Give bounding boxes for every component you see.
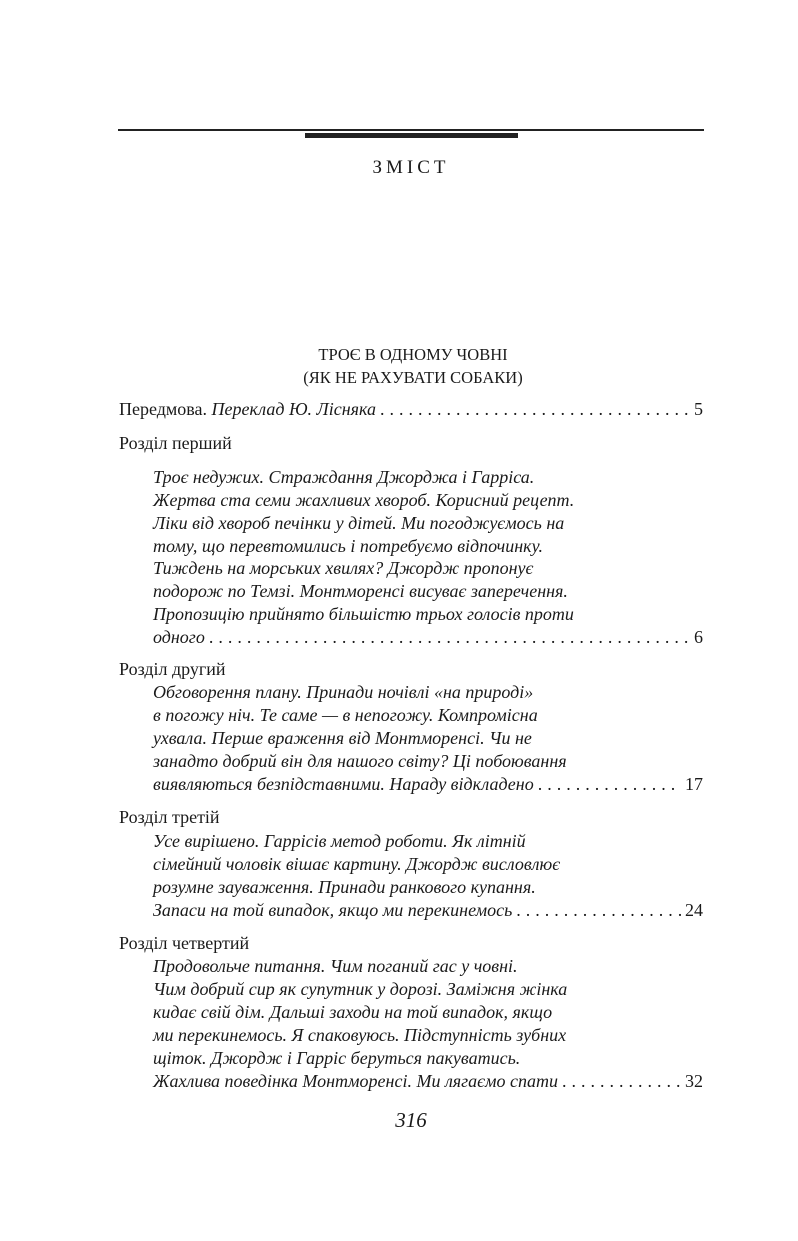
chapter-summary-line (153, 512, 703, 535)
summary-text: Продовольче питання. Чим поганий гас у човні. (153, 956, 518, 976)
chapter-heading[interactable] (119, 806, 703, 829)
header-rule (118, 129, 704, 131)
chapter-summary-line (153, 704, 703, 727)
dot-leader (209, 626, 690, 649)
chapter-summary-line (153, 1001, 703, 1024)
summary-text: Запаси на той випадок, якщо ми перекинемось (153, 900, 513, 920)
chapter-summary-line (153, 876, 703, 899)
chapter-heading[interactable] (119, 932, 703, 955)
summary-text: Тиждень на морських хвилях? Джордж пропонує (153, 558, 534, 578)
preface-label: Передмова. (119, 399, 208, 419)
summary-text: Обговорення плану. Принади ночівлі «на природі» (153, 682, 534, 702)
summary-text: подорож по Темзі. Монтморенсі висуває заперечення. (153, 581, 568, 601)
summary-text: виявляються безпідставними. Нараду відкладено (153, 774, 534, 794)
summary-text: одного (153, 627, 205, 647)
dot-leader (516, 899, 681, 922)
toc-entry-preface[interactable] (119, 398, 703, 421)
book-subtitle-line: (ЯК НЕ РАХУВАТИ СОБАКИ) (303, 368, 523, 387)
chapter-heading-text: Розділ четвертий (119, 933, 250, 953)
page-ref[interactable]: 32 (685, 1071, 703, 1091)
summary-text: в погожу ніч. Те саме — в непогожу. Компромісна (153, 705, 538, 725)
chapter-summary-line (153, 978, 703, 1001)
summary-text: ми перекинемось. Я спаковуюсь. Підступність зубних (153, 1025, 567, 1045)
page-number: 316 (395, 1108, 427, 1132)
chapter-summary-line (153, 853, 703, 876)
chapter-summary-line (153, 535, 703, 558)
book-title (0, 343, 798, 389)
chapter-summary-line (153, 681, 703, 704)
dot-leader (380, 398, 690, 421)
chapter-summary-line (153, 899, 703, 922)
summary-text: Жертва ста семи жахливих хвороб. Корисний рецепт. (153, 490, 575, 510)
chapter-heading-text: Розділ третій (119, 807, 220, 827)
summary-text: Пропозицію прийнято більшістю трьох голосів проти (153, 604, 574, 624)
page-ref[interactable]: 17 (685, 774, 703, 794)
summary-text: розумне зауваження. Принади ранкового купання. (153, 877, 536, 897)
summary-text: Троє недужих. Страждання Джорджа і Гарріса. (153, 467, 535, 487)
chapter-summary-line (153, 557, 703, 580)
page-ref: 5 (694, 399, 703, 419)
chapter-summary-line (153, 727, 703, 750)
chapter-summary-line (153, 1070, 703, 1093)
summary-text: щіток. Джордж і Гарріс беруться пакуватись. (153, 1048, 521, 1068)
chapter-heading[interactable] (119, 658, 703, 681)
summary-text: сімейний чоловік вішає картину. Джордж висловлює (153, 854, 561, 874)
chapter-summary-line (153, 466, 703, 489)
dot-leader (538, 773, 681, 796)
dot-leader (562, 1070, 681, 1093)
chapter-summary-line (153, 1024, 703, 1047)
chapter-summary-line (153, 580, 703, 603)
toc-title: ЗМІСТ (372, 157, 450, 178)
summary-text: занадто добрий він для нашого світу? Ці побоювання (153, 751, 567, 771)
page-ref[interactable]: 6 (694, 627, 703, 647)
chapter-summary-line (153, 750, 703, 773)
chapter-summary-line (153, 830, 703, 853)
chapter-heading-text: Розділ другий (119, 659, 226, 679)
summary-text: ухвала. Перше враження від Монтморенсі. Чи не (153, 728, 532, 748)
summary-text: Чим добрий сир як супутник у дорозі. Заміжня жінка (153, 979, 568, 999)
chapter-summary-line (153, 489, 703, 512)
chapter-summary-line (153, 603, 703, 626)
summary-text: Ліки від хвороб печінки у дітей. Ми погоджуємось на (153, 513, 565, 533)
summary-text: Усе вирішено. Гаррісів метод роботи. Як літній (153, 831, 526, 851)
chapter-summary-line (153, 955, 703, 978)
book-title-line: ТРОЄ В ОДНОМУ ЧОВНІ (318, 345, 508, 364)
summary-text: Жахлива поведінка Монтморенсі. Ми лягаємо спати (153, 1071, 558, 1091)
chapter-summary-line (153, 626, 703, 649)
header-rule-thick (305, 133, 518, 138)
page-ref[interactable]: 24 (685, 900, 703, 920)
summary-text: кидає свій дім. Дальші заходи на той випадок, якщо (153, 1002, 553, 1022)
chapter-summary-line (153, 1047, 703, 1070)
chapter-heading-text: Розділ перший (119, 433, 232, 453)
chapter-summary-line (153, 773, 703, 796)
summary-text: тому, що перевтомились і потребуємо відпочинку. (153, 536, 543, 556)
chapter-heading[interactable] (119, 432, 703, 455)
preface-subtitle: Переклад Ю. Лісняка (211, 399, 377, 419)
